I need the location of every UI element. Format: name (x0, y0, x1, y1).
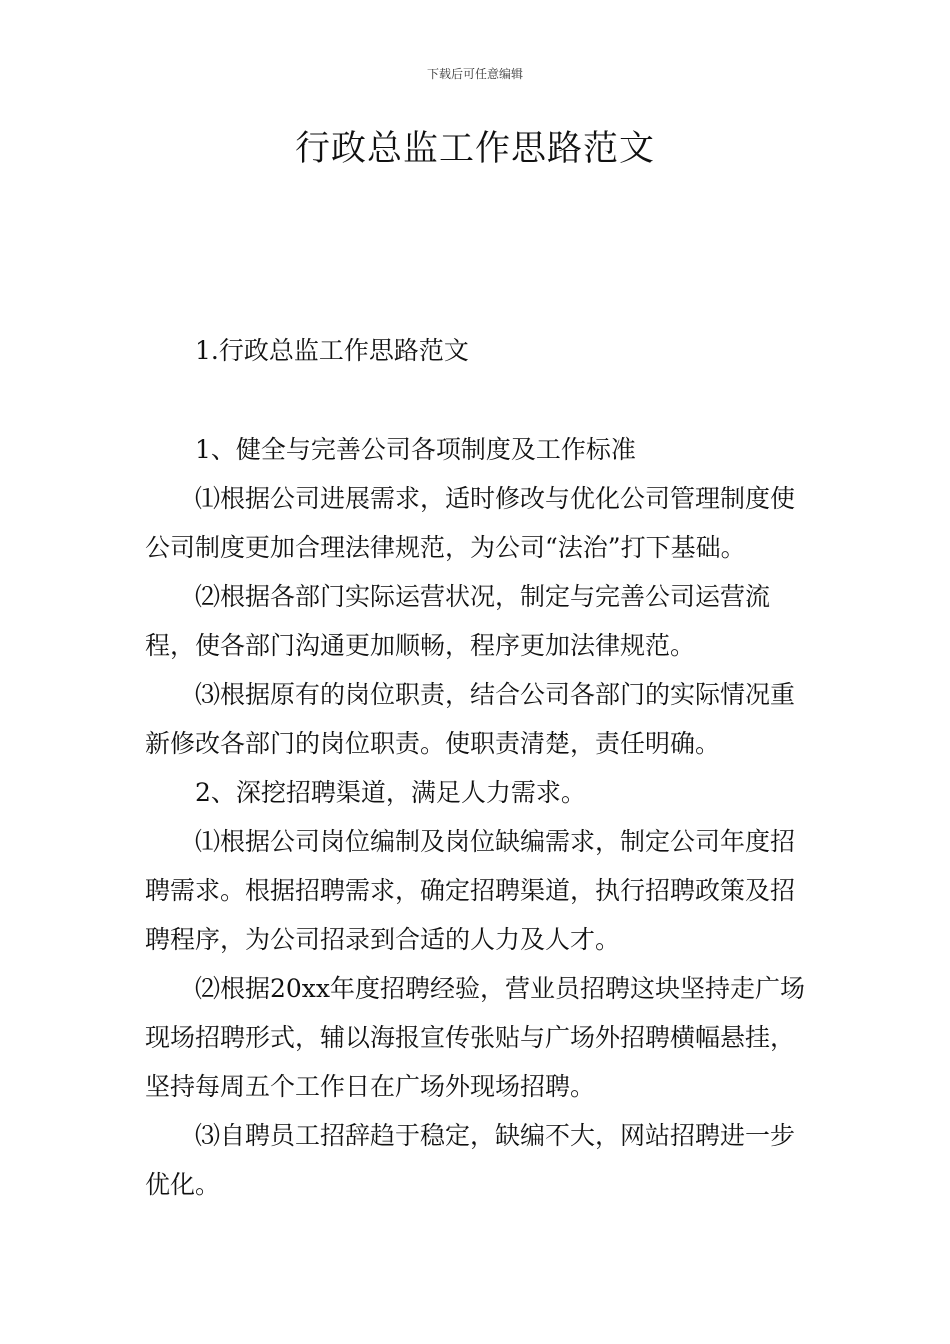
paragraph: ⑴根据公司进展需求，适时修改与优化公司管理制度使公司制度更加合理法律规范，为公司“法治”打下基础。 (145, 484, 796, 562)
paragraph: ⑴根据公司岗位编制及岗位缺编需求，制定公司年度招聘需求。根据招聘需求，确定招聘渠道，执行招聘政策及招聘程序，为公司招录到合适的人力及人才。 (145, 827, 796, 954)
header-note: 下载后可任意编辑 (426, 67, 523, 81)
paragraph: ⑶根据原有的岗位职责，结合公司各部门的实际情况重新修改各部门的岗位职责。使职责清楚，责任明确。 (145, 680, 796, 758)
paragraph: ⑶自聘员工招辞趋于稳定，缺编不大，网站招聘进一步优化。 (145, 1121, 796, 1199)
document-title: 行政总监工作思路范文 (294, 129, 655, 169)
paragraph: ⑵根据各部门实际运营状况，制定与完善公司运营流程，使各部门沟通更加顺畅，程序更加法律规范。 (145, 582, 771, 660)
paragraph: 2、深挖招聘渠道，满足人力需求。 (195, 778, 586, 807)
paragraph: ⑵根据20xx年度招聘经验，营业员招聘这块坚持走广场现场招聘形式，辅以海报宣传张贴与广场外招聘横幅悬挂，坚持每周五个工作日在广场外现场招聘。 (145, 974, 806, 1101)
section-heading: 1.行政总监工作思路范文 (195, 336, 469, 365)
paragraph: 1、健全与完善公司各项制度及工作标准 (195, 435, 636, 464)
document-body (145, 425, 815, 1209)
